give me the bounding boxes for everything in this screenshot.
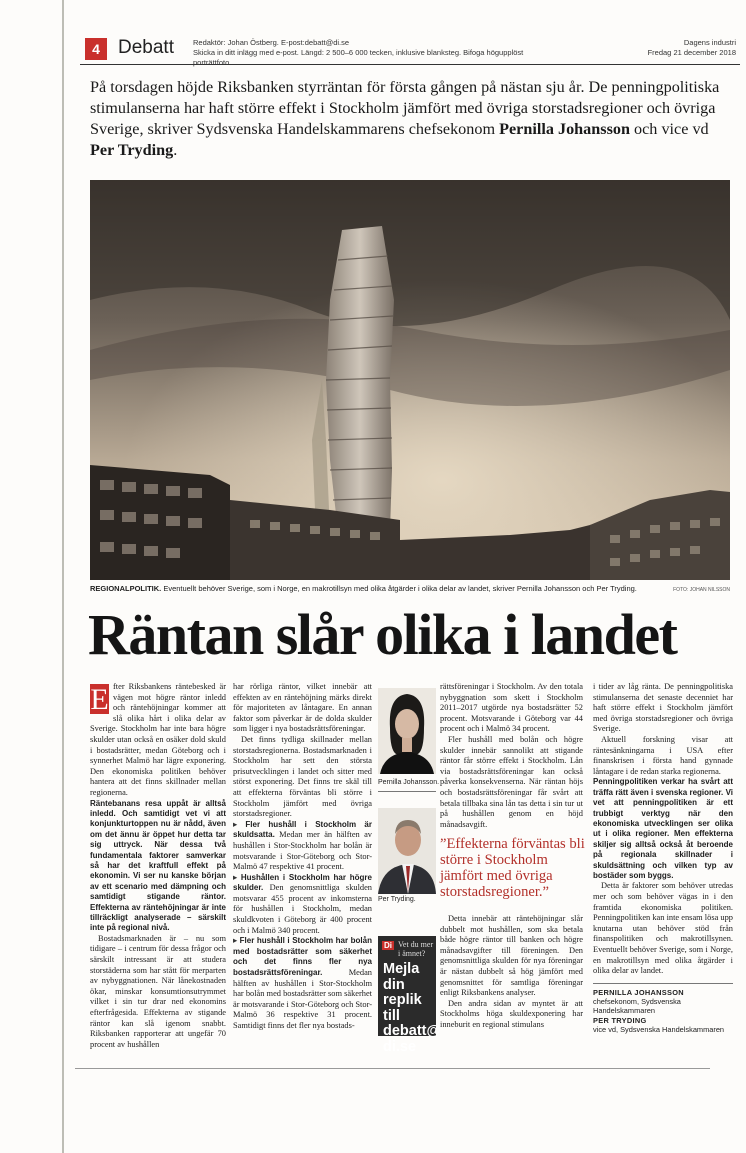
col1-paragraph-1 [90, 682, 226, 799]
col1-paragraph-3: Bostadsmarknaden är – nu som tidigare – i centrum för dessa frågor och särskilt intressant är att studera storstäderna som har stått för merparten av nybyggnationen. När lånekostnaden ökar, minskar konsumtionsutrymmet vilket i sin tur drar ned ekonomins efterfrågesida. Effekterna av stigande räntor kan slå igenom snabbt. Riksbanken rapporterar att ungefär 70 procent av hushållen [90, 933, 226, 1049]
text-column-2 [233, 682, 372, 1032]
col4-paragraph-2: Aktuell forskning visar att räntesänkningarna i USA efter finanskrisen i första hand gynnade låntagare i de redan starka regionerna. [593, 734, 733, 776]
ingress-text: På torsdagen höjde Riksbanken styrräntan för första gången på nästan sju år. De penningpolitiska stimulanserna har haft större effekt i Stockholm jämfört med övriga storstadsregioner och övriga Sverige, skriver Sydsvenska Handelskammarens chefsekonom [90, 78, 720, 138]
bullet-2-lead: Hushållen i Stockholm har högre skulder. [233, 872, 372, 893]
di-logo: Di [384, 941, 392, 950]
col1-p1-text: fter Riksbankens räntebesked är vägen mot högre räntor inledd och räntehöjningar kommer att slå olika hårt i olika delar av Sverige. Stockholm har inte bara högre skulder utan också en osäker dold skuld i bostadsrätter, medan Göteborg och i synnerhet Malmö har lägre exponering. Den ekonomiska politiken behöver hantera att det finns skillnader mellan regionerna. [90, 682, 226, 797]
drop-cap: E [90, 683, 109, 716]
portrait-pernilla-johansson [378, 688, 436, 774]
col2-paragraph-2: Det finns tydliga skillnader mellan storstadsregionerna. Bostadsmarknaden i Stockholm har sett den största prisutvecklingen i landet och sitter med störst exponering. Det finns tre skäl till att effekterna förväntas bli större i Stockholm jämfört med övriga storstadsregioner. [233, 734, 372, 819]
photo-caption [90, 584, 730, 593]
pull-quote: ”Effekterna förväntas bli större i Stockholm jämfört med övriga storstadsregioner.” [440, 836, 585, 900]
portrait-2-label: Per Tryding. [378, 896, 416, 903]
portrait-woman-image [378, 688, 436, 774]
signature-divider [593, 983, 733, 984]
bullet-1-text: Medan mer än hälften av hushållen i Stor-Stockholm har bolån är motsvarande i Stor-Göteborg och Stor-Malmö 47 respektive 41 procent. [233, 830, 372, 872]
reply-promo-cta: Mejla din replik till debatt@ di.se [383, 961, 441, 1055]
portrait-1-label: Pernilla Johansson. [378, 779, 440, 786]
col2-bullet-1 [233, 820, 372, 873]
article-photo [90, 180, 730, 580]
page-header [80, 35, 740, 65]
reply-promo-box [378, 936, 441, 1055]
ingress-middle: och vice vd [629, 120, 709, 138]
submission-line: Skicka in ditt inlägg med e-post. Längd: 2 500–6 000 tecken, inklusive blanksteg. Bifoga högupplöst porträttfoto. [193, 48, 524, 67]
section-title: Debatt [118, 37, 174, 58]
bullet-arrow-icon: ▸ [233, 819, 246, 829]
scan-margin-line [62, 0, 64, 1153]
page-bottom-rule [75, 1068, 710, 1069]
bullet-3-lead: Fler hushåll i Stockholm har bolån med bostadsrätter som säkerhet och det finns fler nya bostadsrättsföreningar. [233, 936, 372, 978]
bullet-arrow-icon: ▸ [233, 872, 241, 882]
publication-name: Dagens industri [683, 38, 736, 47]
caption-label: REGIONALPOLITIK. [90, 584, 162, 593]
col4-paragraph-3: Penningpolitiken verkar ha svårt att träffa rätt även i svenska regioner. Vi vet att penningpolitiken är ett trubbigt verktyg när den ekonomiska utvecklingen ser olika ut i olika regioner. Men effekterna skiljer sig alltså också åt beroende på regionala skillnader i skuldsättning och vilken typ av bostäder som byggs. [593, 777, 733, 880]
page-number: 4 [85, 38, 107, 60]
ingress-author-1: Pernilla Johansson [499, 120, 630, 138]
portrait-per-tryding [378, 808, 436, 894]
ingress-end: . [173, 141, 178, 159]
signature-title-2: vice vd, Sydsvenska Handelskammaren [593, 1024, 725, 1034]
author-signature [593, 988, 733, 1034]
col3-paragraph-3: Detta innebär att räntehöjningar slår dubbelt mot hushållen, som ska betala både högre räntor till banken och högre månadsavgifter till föreningen. Den genomsnittliga skulden för nya föreningar är nästan dubbelt så hög jämfört med genomsnittet för samtliga föreningar enligt Riksbankens analyser. [440, 914, 583, 998]
caption-text: Eventuellt behöver Sverige, som i Norge, en makrotillsyn med olika åtgärder i olika delar av landet, skriver Pernilla Johansson och Per Tryding. [161, 584, 637, 593]
editor-info [193, 38, 553, 68]
editor-line: Redaktör: Johan Östberg. E-post:debatt@di.se [193, 38, 350, 47]
col1-paragraph-2: Räntebanans resa uppåt är alltså inledd. Och samtidigt vet vi att konjunkturtoppen nu är nådd, även om det ännu är öppet hur detta tar sig uttryck. När dessa två fundamentala faktorer samverkar så har det kraftfull effekt på ekonomin. Vi ser nu kanske början av ett scenario med dämpning och samtidigt stigande räntor. Effekterna av räntehöjningar är inte tillräckligt analyserade – särskilt inte på regional nivå. [90, 798, 226, 933]
article-headline: Räntan slår olika i landet [88, 602, 677, 667]
col3-paragraph-1: rättsföreningar i Stockholm. Av den totala nybyggnation som skett i Stockholm 2011–2017 utgörde nya bostadsrätter 52 procent. Motsvarande i Göteborg var 44 procent och i Malmö 34 procent. [440, 682, 583, 734]
text-column-3 [440, 682, 583, 830]
signature-name-1: PERNILLA JOHANSSON [593, 988, 684, 997]
bullet-arrow-icon: ▸ [233, 936, 240, 946]
text-column-4 [593, 682, 733, 977]
col2-bullet-3 [233, 936, 372, 1031]
col4-paragraph-4: Detta är faktorer som behöver utredas mer och som behöver vägas in i den framtida ekonomiska politiken. Penningpolitiken kan inte ensam lösa upp knutarna utan behöver stöd från finanspolitiken och makrotillsynen. Eventuellt behöver Sverige, som i Norge, en makrotillsyn med olika åtgärder i olika delar av landet. [593, 881, 733, 976]
photo-credit: FOTO: JOHAN NILSSON [673, 587, 730, 593]
ingress-author-2: Per Tryding [90, 141, 174, 159]
divider [378, 791, 436, 792]
text-column-1 [90, 682, 226, 1050]
article-ingress [90, 77, 730, 161]
signature-title-1: chefsekonom, Sydsvenska Handelskammaren [593, 997, 681, 1016]
signature-name-2: PER TRYDING [593, 1015, 647, 1025]
portrait-man-image [378, 808, 436, 894]
publication-info [648, 38, 736, 58]
reply-promo-question: Vet du mer i ämnet? [398, 940, 434, 958]
bullet-3-text: Medan hälften av hushållen i Stor-Stockholm har bolån med bostadsrätter som säkerhet är motsvarande i Stor-Göteborg och Stor-Malmö 36 respektive 31 procent. Samtidigt finns det fler nya bostads- [233, 968, 372, 1030]
col4-paragraph-1: i tider av låg ränta. De penningpolitiska stimulanserna det senaste decenniet har haft större effekt i Stockholm jämfört med övriga storstadsregioner och övriga Sverige. [593, 682, 733, 734]
col3-paragraph-2: Fler hushåll med bolån och högre skulder innebär sannolikt att stigande räntor får större effekt i Stockholm. Lån via bostadsrättsföreningar kan också påverka konsekvenserna. När räntan höjs och bostadsrättsföreningar får svårt att betala tillbaka sina lån tas detta i sin tur ut på hushållen genom en höjd månadsavgift. [440, 734, 583, 829]
issue-date: Fredag 21 december 2018 [647, 48, 736, 57]
text-column-3-lower [440, 914, 583, 1031]
bullet-2-text: Den genomsnittliga skulden motsvarar 455 procent av inkomsterna för hushållen i Stockholm, medan skuldkvoten i Göteborg är 400 procent och i Malmö 340 procent. [233, 883, 372, 935]
turning-torso-photo-illustration [90, 180, 730, 580]
bullet-1-lead: Fler hushåll i Stockholm är skuldsatta. [233, 819, 372, 840]
col3-paragraph-4: Den andra sidan av myntet är att Stockholms höga skuldexponering har inneburit en regional stimulans [440, 998, 583, 1029]
col2-paragraph-1: har rörliga räntor, vilket innebär att effekten av en räntehöjning märks direkt för majoriteten av låntagare. En annan faktor som påverkar är de dolda skulder som ligger i nya bostadsrättsföreningar. [233, 682, 372, 734]
col2-bullet-2 [233, 873, 372, 937]
